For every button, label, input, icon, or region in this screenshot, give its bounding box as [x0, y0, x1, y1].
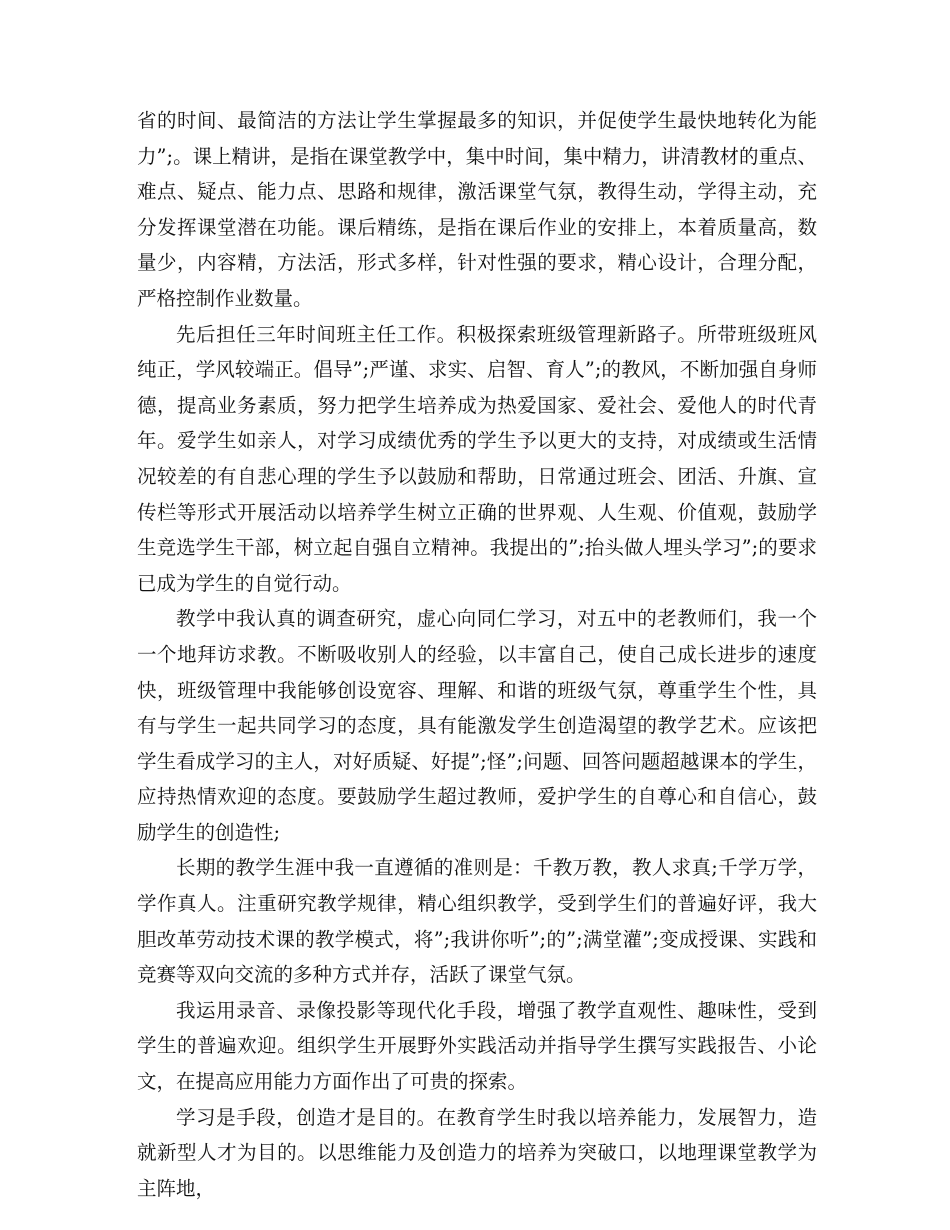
- paragraph-class-teacher-work: 先后担任三年时间班主任工作。积极探索班级管理新路子。所带班级班风纯正，学风较端正。倡导”;严谨、求实、启智、育人”;的教风，不断加强自身师德，提高业务素质，努力把学生培养成为热爱国家、爱社会、爱他人的时代青年。爱学生如亲人，对学习成绩优秀的学生予以更大的支持，对成绩或生活情况较差的有自悲心理的学生予以鼓励和帮助，日常通过班会、团活、升旗、宣传栏等形式开展活动以培养学生树立正确的世界观、人生观、价值观，鼓励学生竞选学生干部，树立起自强自立精神。我提出的”;抬头做人埋头学习”;的要求已成为学生的自觉行动。: [137, 322, 817, 595]
- paragraph-learning-from-colleagues: 教学中我认真的调查研究，虚心向同仁学习，对五中的老教师们，我一个一个地拜访求教。不断吸收别人的经验，以丰富自己，使自己成长进步的速度快，班级管理中我能够创设宽容、理解、和谐的班级气氛，尊重学生个性，具有与学生一起共同学习的态度，具有能激发学生创造渴望的教学艺术。应该把学生看成学习的主人，对好质疑、好提”;怪”;问题、回答问题超越课本的学生，应持热情欢迎的态度。要鼓励学生超过教师，爱护学生的自尊心和自信心，鼓励学生的创造性;: [137, 607, 817, 844]
- paragraph-learning-and-creativity: 学习是手段，创造才是目的。在教育学生时我以培养能力，发展智力，造就新型人才为目的。以思维能力及创造力的培养为突破口，以地理课堂教学为主阵地，: [137, 1105, 817, 1200]
- paragraph-modern-teaching-methods: 我运用录音、录像投影等现代化手段，增强了教学直观性、趣味性，受到学生的普遍欢迎。组织学生开展野外实践活动并指导学生撰写实践报告、小论文，在提高应用能力方面作出了可贵的探索。: [137, 998, 817, 1094]
- paragraph-teaching-principles: 长期的教学生涯中我一直遵循的准则是：千教万教，教人求真;千学万学，学作真人。注重研究教学规律，精心组织教学，受到学生们的普遍好评，我大胆改革劳动技术课的教学模式，将”;我讲你听”;的”;满堂灌”;变成授课、实践和竞赛等双向交流的多种方式并存，活跃了课堂气氛。: [137, 856, 817, 987]
- document-body: [137, 103, 817, 1206]
- paragraph-continuation: 省的时间、最简洁的方法让学生掌握最多的知识，并促使学生最快地转化为能力”;。课上精讲，是指在课堂教学中，集中时间，集中精力，讲清教材的重点、难点、疑点、能力点、思路和规律，激活课堂气氛，教得生动，学得主动，充分发挥课堂潜在功能。课后精练，是指在课后作业的安排上，本着质量高，数量少，内容精，方法活，形式多样，针对性强的要求，精心设计，合理分配，严格控制作业数量。: [137, 109, 817, 310]
